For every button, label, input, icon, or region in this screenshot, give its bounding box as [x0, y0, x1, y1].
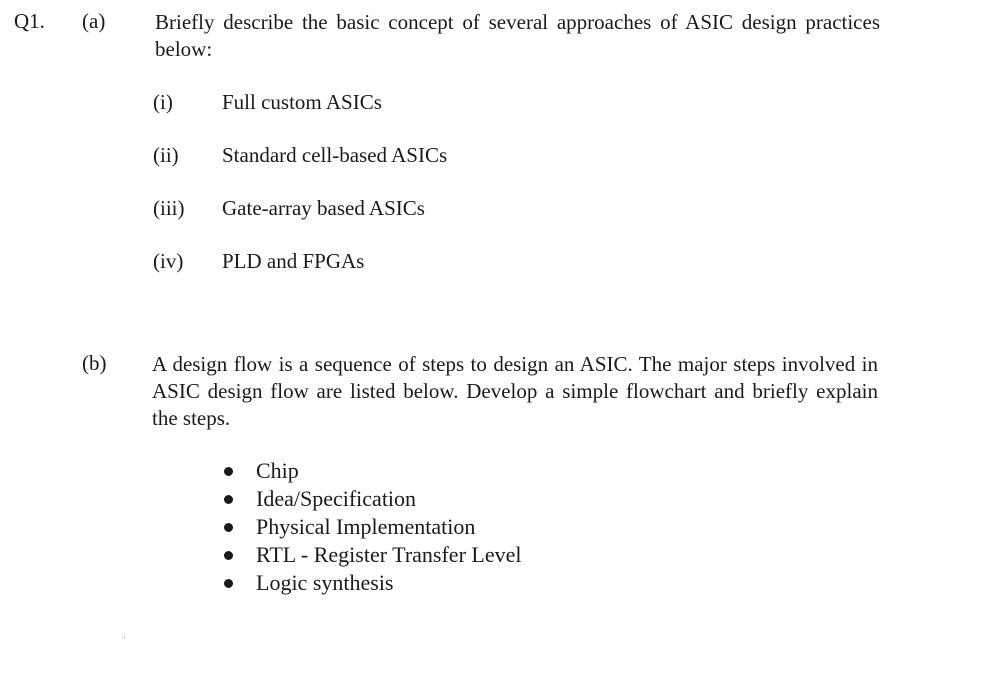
bullet-icon: [224, 579, 233, 588]
bullet-icon: [224, 467, 233, 476]
step-label: Logic synthesis: [256, 570, 394, 595]
list-item: [222, 541, 521, 569]
part-b-prompt: A design flow is a sequence of steps to design an ASIC. The major steps involved in ASIC design flow are listed below. Develop a simple flowchart and briefly explain the steps.: [152, 352, 878, 430]
item-iii-text: Gate-array based ASICs: [222, 196, 425, 220]
bullet-icon: [224, 495, 233, 504]
part-b-label: (b): [82, 351, 107, 375]
step-label: Idea/Specification: [256, 486, 417, 511]
question-number: Q1.: [14, 9, 45, 33]
item-iii-number: (iii): [153, 196, 185, 220]
scan-speck: [124, 637, 125, 638]
step-label: Physical Implementation: [256, 514, 476, 539]
item-iv-number: (iv): [153, 249, 184, 273]
bullet-icon: [224, 523, 233, 532]
item-ii-number: (ii): [153, 143, 179, 167]
step-label: RTL - Register Transfer Level: [256, 542, 522, 567]
list-item: [222, 513, 521, 541]
part-a-prompt: Briefly describe the basic concept of several approaches of ASIC design practices below:: [155, 10, 880, 61]
item-i-number: (i): [153, 90, 173, 114]
design-flow-step-list: [222, 457, 521, 597]
bullet-icon: [224, 551, 233, 560]
list-item: [222, 485, 521, 513]
item-iv-text: PLD and FPGAs: [222, 249, 365, 273]
item-ii-text: Standard cell-based ASICs: [222, 143, 448, 167]
part-a-label: (a): [82, 9, 106, 33]
item-i-text: Full custom ASICs: [222, 90, 382, 114]
list-item: [222, 569, 521, 597]
list-item: [222, 457, 521, 485]
step-label: Chip: [256, 458, 299, 483]
